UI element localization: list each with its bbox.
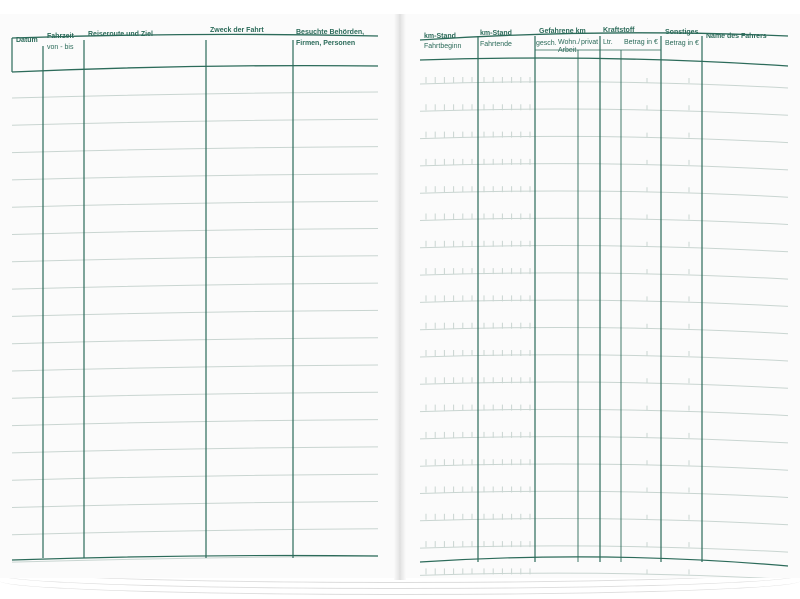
row-line (12, 201, 378, 207)
row-line (420, 409, 788, 415)
row-line (12, 502, 378, 508)
row-line (420, 246, 788, 252)
row-line (420, 191, 788, 197)
header-ltr: Ltr. (603, 39, 613, 46)
bottom-rule (420, 557, 788, 566)
row-line (12, 392, 378, 398)
header-zweck: Zweck der Fahrt (210, 27, 264, 34)
header-km-start: km-Stand (424, 33, 456, 40)
right-page (402, 14, 800, 578)
row-line (12, 338, 378, 344)
row-line (12, 529, 378, 535)
row-line (12, 119, 378, 125)
row-line (12, 420, 378, 426)
row-line (420, 355, 788, 361)
row-line (420, 218, 788, 224)
header-wohn-2: Arbeit (558, 47, 577, 54)
row-line (12, 447, 378, 453)
row-line (12, 92, 378, 98)
header-km-start-sub: Fahrtbeginn (424, 43, 462, 50)
header-datum: Datum (16, 37, 38, 44)
header-bottom-rule (420, 58, 788, 66)
row-line (420, 573, 788, 578)
row-line (420, 300, 788, 306)
row-line (420, 327, 788, 333)
header-betrag-kraftstoff: Betrag in € (624, 39, 658, 46)
row-line (420, 464, 788, 470)
header-fahrer: Name des Fahrers (706, 33, 767, 40)
row-line (420, 273, 788, 279)
row-line (420, 136, 788, 142)
row-line (420, 109, 788, 115)
row-line (420, 437, 788, 443)
header-fahrzeit: Fahrzeit (47, 33, 74, 40)
row-line (12, 310, 378, 316)
row-line (420, 164, 788, 170)
row-line (420, 82, 788, 88)
header-kraftstoff: Kraftstoff (603, 27, 635, 34)
row-line (12, 147, 378, 153)
header-km-end-sub: Fahrtende (480, 41, 512, 48)
row-line (420, 546, 788, 552)
row-line (12, 283, 378, 289)
book-gutter (394, 14, 406, 580)
right-page-grid (402, 14, 800, 578)
row-line (12, 174, 378, 180)
row-line (12, 256, 378, 262)
header-besuchte-2: Firmen, Personen (296, 40, 356, 47)
header-km-end: km-Stand (480, 30, 512, 37)
left-page-grid (0, 14, 398, 578)
left-page (0, 14, 398, 578)
row-line (12, 556, 378, 562)
header-privat: privat (581, 39, 599, 46)
header-gesch: gesch. (536, 40, 557, 47)
header-besuchte-1: Besuchte Behörden, (296, 29, 365, 36)
row-line (12, 229, 378, 235)
header-sonstiges: Sonstiges (665, 29, 699, 36)
header-bottom-rule (12, 66, 378, 72)
row-line (420, 491, 788, 497)
header-reiseroute: Reiseroute und Ziel (88, 31, 153, 38)
row-line (12, 365, 378, 371)
header-fahrzeit-sub: von - bis (47, 44, 74, 51)
header-sonstiges-sub: Betrag in € (665, 40, 699, 47)
header-gefahrene: Gefahrene km (539, 28, 586, 35)
header-wohn-1: Wohn./ (558, 39, 581, 46)
row-line (420, 382, 788, 388)
row-line (12, 474, 378, 480)
row-line (420, 519, 788, 525)
